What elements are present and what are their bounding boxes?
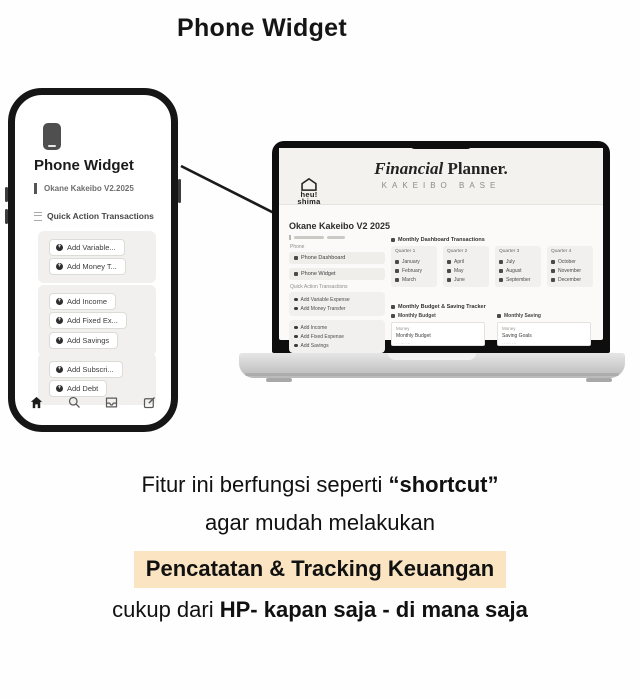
month-link[interactable]: March [395, 275, 433, 284]
brand-title [279, 159, 603, 179]
page-icon [551, 260, 555, 264]
checkbox-icon [391, 305, 395, 309]
list-icon [34, 212, 42, 221]
brand-title-rest: Planner. [443, 159, 508, 178]
sidebar-item-phone-dashboard[interactable] [289, 252, 385, 264]
page-icon [395, 269, 399, 273]
button-label: Add Money T... [67, 262, 117, 271]
compose-icon[interactable] [142, 395, 157, 410]
action-label: Add Variable Expense [300, 296, 350, 303]
laptop-camera-notch [409, 141, 473, 149]
button-label: Add Fixed Ex... [67, 316, 118, 325]
monthly-budget-column [391, 313, 485, 346]
caption-line-2: agar mudah melakukan [205, 510, 435, 535]
button-label: Add Income [67, 296, 108, 306]
heushima-logo [289, 178, 329, 205]
quarter-3-card [495, 246, 541, 287]
budget-columns [391, 313, 591, 346]
quick-action-icon [294, 335, 298, 339]
add-income-button[interactable] [49, 293, 116, 310]
dashboard-icon [294, 256, 298, 260]
page-icon [551, 278, 555, 282]
page-icon [551, 269, 555, 273]
phone-mockup [8, 88, 178, 432]
month-link[interactable]: May [447, 266, 485, 275]
highlighted-text: Pencatatan & Tracking Keuangan [134, 551, 506, 588]
page-icon [499, 260, 503, 264]
month-link[interactable]: February [395, 266, 433, 275]
budget-card[interactable] [391, 322, 485, 346]
sidebar-item-label: Phone Widget [301, 271, 336, 277]
add-fixed-expense-button[interactable] [49, 312, 127, 329]
sidebar-action-add-savings[interactable] [294, 341, 380, 350]
search-icon[interactable] [67, 395, 82, 410]
saving-card[interactable] [497, 322, 591, 346]
phone-widget-heading: Phone Widget [34, 157, 134, 174]
brand-title-italic: Financial [374, 159, 444, 178]
checkbox-icon [391, 238, 395, 242]
section-monthly-dashboard-title [391, 237, 485, 243]
caption-bold-shortcut: “shortcut” [388, 472, 499, 497]
logo-text-bottom: shima [297, 197, 321, 206]
laptop-foot [266, 378, 292, 382]
quarter-title: Quarter 4 [551, 249, 572, 254]
sidebar-item-phone-widget[interactable] [289, 268, 385, 280]
quick-action-group-2 [38, 285, 156, 356]
section-budget-tracker-title [391, 304, 486, 310]
quick-action-icon [294, 307, 298, 311]
quick-action-icon [56, 366, 63, 373]
page-meta-placeholder [289, 235, 345, 240]
section-title-label: Monthly Dashboard Transactions [398, 237, 485, 243]
laptop-base-edge [245, 373, 619, 376]
card-placeholder-line: ·· ··· ··· [396, 341, 411, 346]
month-link[interactable]: June [447, 275, 485, 284]
caption-line-3 [0, 551, 640, 588]
sidebar-group-label: Phone [290, 244, 305, 250]
dashboard-sidebar [289, 242, 385, 357]
quarter-title: Quarter 2 [447, 249, 468, 254]
sidebar-section-label: Quick Action Transactions [290, 284, 348, 290]
month-link[interactable]: September [499, 275, 537, 284]
home-icon[interactable] [29, 395, 44, 410]
quick-action-icon [56, 263, 63, 270]
section-title-label: Monthly Budget & Saving Tracker [398, 304, 486, 310]
page-icon [395, 260, 399, 264]
card-field-value: Monthly Budget [396, 333, 431, 339]
quick-action-group-1 [38, 231, 156, 283]
action-label: Add Savings [300, 342, 329, 349]
brand-subtitle: KAKEIBO BASE [381, 181, 501, 190]
card-field-label: Money [396, 326, 410, 331]
month-link[interactable]: December [551, 275, 589, 284]
caption-line-1 [0, 472, 640, 498]
quick-action-icon [294, 298, 298, 302]
laptop-base [239, 353, 625, 378]
month-link[interactable]: October [551, 257, 589, 266]
database-icon [497, 314, 501, 318]
quick-action-icon [56, 317, 63, 324]
quick-action-icon [294, 344, 298, 348]
phone-volume-down-button [5, 209, 8, 224]
caption-text: Fitur ini berfungsi seperti [141, 472, 389, 497]
quarter-cards [391, 246, 593, 287]
month-link[interactable]: January [395, 257, 433, 266]
caption-line-4 [0, 597, 640, 623]
page-title: Phone Widget [176, 14, 348, 42]
add-variable-button[interactable] [49, 239, 125, 256]
phone-bottom-nav [29, 395, 157, 410]
quick-action-label: Quick Action Transactions [47, 211, 154, 221]
budget-column-label: Monthly Budget [391, 313, 485, 319]
sidebar-action-add-money[interactable] [294, 304, 380, 313]
button-label: Add Debt [67, 384, 99, 393]
quick-action-section-header[interactable] [34, 211, 154, 221]
action-label: Add Fixed Expense [300, 333, 344, 340]
quick-action-icon [56, 298, 63, 305]
sidebar-action-add-income[interactable] [294, 323, 380, 332]
page-icon [499, 278, 503, 282]
month-link[interactable]: November [551, 266, 589, 275]
button-label: Add Savings [67, 335, 110, 345]
database-icon [391, 314, 395, 318]
phone-icon [294, 272, 298, 276]
page-icon [447, 269, 451, 273]
quarter-title: Quarter 3 [499, 249, 520, 254]
quarter-1-card [391, 246, 437, 287]
inbox-icon[interactable] [104, 395, 119, 410]
phone-widget-app-icon [43, 123, 61, 150]
card-field-value: Saving Goals [502, 333, 532, 339]
sidebar-action-add-fixed[interactable] [294, 332, 380, 341]
button-label: Add Subscri... [67, 364, 114, 374]
month-link[interactable]: August [499, 266, 537, 275]
page-icon [395, 278, 399, 282]
notion-page-title: Okane Kakeibo V2 2025 [289, 221, 391, 231]
page-icon [499, 269, 503, 273]
add-subscription-button[interactable] [49, 361, 123, 378]
caption-bold-hp: HP- kapan saja - di mana saja [219, 597, 528, 622]
sidebar-item-label: Phone Dashboard [301, 255, 346, 261]
page-icon [447, 260, 451, 264]
add-savings-button[interactable] [49, 332, 118, 349]
month-link[interactable]: April [447, 257, 485, 266]
quick-action-icon [56, 385, 63, 392]
quarter-4-card [547, 246, 593, 287]
quarter-title: Quarter 1 [395, 249, 416, 254]
caption-text: cukup dari [112, 597, 220, 622]
month-link[interactable]: July [499, 257, 537, 266]
laptop-foot [586, 378, 612, 382]
card-field-label: Money [502, 326, 516, 331]
add-money-transfer-button[interactable] [49, 258, 126, 275]
logo-text-top: heu! [300, 190, 318, 199]
laptop-mockup [272, 141, 610, 353]
budget-column-label: Monthly Saving [497, 313, 591, 319]
quick-action-icon [56, 337, 63, 344]
phone-subtitle: Okane Kakeibo V2.2025 [34, 183, 134, 194]
laptop-base-notch [388, 353, 476, 360]
phone-volume-up-button [5, 187, 8, 202]
monthly-saving-column [497, 313, 591, 346]
sidebar-action-group-1 [289, 292, 385, 316]
button-label: Add Variable... [67, 242, 116, 252]
card-placeholder-line: ·· ··· ··· [502, 341, 517, 346]
quarter-2-card [443, 246, 489, 287]
sidebar-action-group-2 [289, 320, 385, 353]
sidebar-action-add-variable[interactable] [294, 295, 380, 304]
page-icon [447, 278, 451, 282]
quick-action-icon [56, 244, 63, 251]
action-label: Add Income [300, 324, 328, 331]
action-label: Add Money Transfer [300, 305, 346, 312]
quick-action-icon [294, 326, 298, 330]
laptop-screen [279, 148, 603, 349]
